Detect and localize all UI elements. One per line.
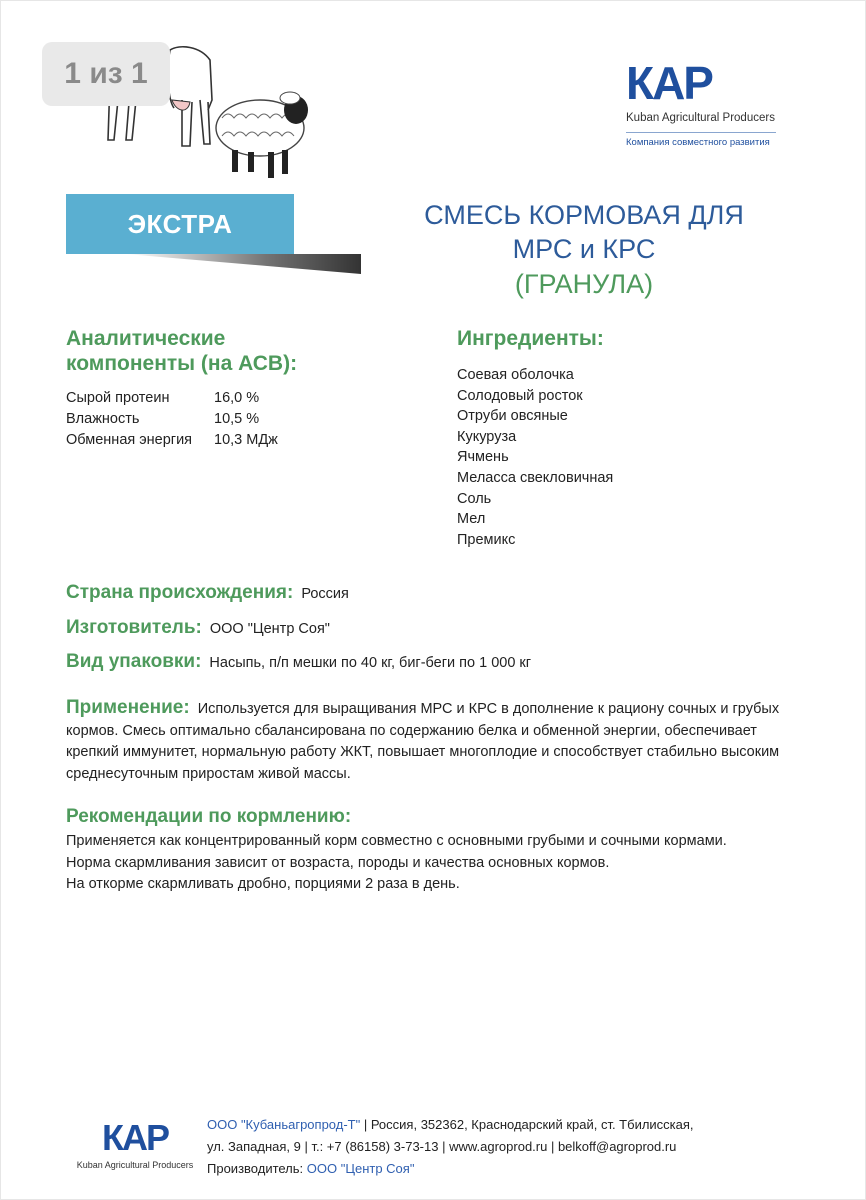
title-line-1: СМЕСЬ КОРМОВАЯ ДЛЯ <box>424 200 744 230</box>
ingredient-item: Соль <box>457 490 492 507</box>
packaging-label: Вид упаковки: <box>66 651 202 672</box>
badge-label: ЭКСТРА <box>66 194 294 254</box>
footer-logo-mark: КАР <box>102 1117 168 1158</box>
analytic-row <box>66 388 406 409</box>
ingredients-list <box>457 365 797 550</box>
footer-line-1 <box>207 1114 827 1136</box>
title-line-3: (ГРАНУЛА) <box>514 269 654 299</box>
footer-address-1: | Россия, 352362, Краснодарский край, ст. Тбилисская, <box>360 1117 694 1132</box>
ingredients-heading: Ингредиенты: <box>457 327 604 350</box>
analytic-key: Сырой протеин <box>66 390 170 406</box>
analytic-key: Обменная энергия <box>66 432 193 448</box>
analytic-heading-2: компоненты (на АСВ): <box>66 352 298 375</box>
ingredient-item: Соевая оболочка <box>457 367 574 383</box>
manufacturer-label: Изготовитель: <box>66 617 202 638</box>
manufacturer-row <box>66 615 330 640</box>
ingredient-item: Премикс <box>457 531 516 548</box>
analytic-value: 16,0 % <box>214 390 260 406</box>
footer-producer-value: ООО "Центр Соя" <box>306 1161 415 1176</box>
logo-divider <box>626 132 776 133</box>
footer-logo-subtitle: Kuban Agricultural Producers <box>76 1160 194 1170</box>
ingredients-section <box>457 326 797 550</box>
analytic-section <box>66 326 406 451</box>
footer-line-2: ул. Западная, 9 | т.: +7 (86158) 3-73-13 | www.agroprod.ru | belkoff@agroprod.ru <box>207 1139 677 1154</box>
analytic-table <box>66 388 406 451</box>
footer-contacts <box>207 1114 827 1180</box>
manufacturer-value: ООО "Центр Соя" <box>209 621 330 637</box>
feeding-line: Применяется как концентрированный корм совместно с основными грубыми и сочными кормами. <box>66 833 727 849</box>
ingredient-item: Мел <box>457 511 486 528</box>
feeding-section <box>66 804 826 896</box>
feeding-line: На откорме скармливать дробно, порциями 2 раза в день. <box>66 876 460 892</box>
title-line-2: МРС и КРС <box>512 234 656 264</box>
footer-producer-label: Производитель: <box>207 1161 307 1176</box>
ingredient-item: Отруби овсяные <box>457 408 568 425</box>
footer-line-3 <box>207 1158 827 1180</box>
analytic-key: Влажность <box>66 411 140 427</box>
logo-tagline: Компания совместного развития <box>626 137 770 148</box>
analytic-row <box>66 409 406 430</box>
origin-value: Россия <box>301 586 349 602</box>
feeding-text <box>66 831 826 896</box>
analytic-value: 10,5 % <box>214 411 260 427</box>
origin-label: Страна происхождения: <box>66 582 294 603</box>
ingredient-item: Солодовый росток <box>457 387 583 404</box>
usage-section <box>66 695 806 785</box>
analytic-heading-1: Аналитические <box>66 327 226 350</box>
analytic-value: 10,3 МДж <box>214 432 278 448</box>
ingredient-item: Меласса свекловичная <box>457 469 614 486</box>
product-title <box>400 198 768 302</box>
feeding-label: Рекомендации по кормлению: <box>66 806 352 827</box>
ingredient-item: Кукуруза <box>457 428 517 445</box>
usage-label: Применение: <box>66 697 190 718</box>
logo-mark: КАР <box>626 57 712 109</box>
packaging-value: Насыпь, п/п мешки по 40 кг, биг-беги по 1 000 кг <box>209 655 532 671</box>
footer-company: ООО "Кубаньагропрод-Т" <box>207 1117 361 1132</box>
feeding-line: Норма скармливания зависит от возраста, породы и качества основных кормов. <box>66 854 610 871</box>
ingredient-item: Ячмень <box>457 449 509 466</box>
packaging-row <box>66 649 531 674</box>
usage-text: Используется для выращивания МРС и КРС в дополнение к рациону сочных и грубых кормов. Смесь оптимально сбалансирована по содержанию белка и обменной энергии, обеспечивает крепкий иммунитет, нормальную работу ЖКТ, повышает многоплодие и способствует стабильно высоким среднесуточным приростам живой массы. <box>66 701 780 782</box>
analytic-row <box>66 430 406 451</box>
logo-subtitle: Kuban Agricultural Producers <box>626 112 775 124</box>
kap-logo <box>626 57 786 148</box>
product-badge <box>66 194 298 284</box>
page-counter: 1 из 1 <box>42 42 170 106</box>
badge-shadow <box>126 254 361 274</box>
footer-logo <box>70 1117 200 1170</box>
origin-row <box>66 580 349 605</box>
